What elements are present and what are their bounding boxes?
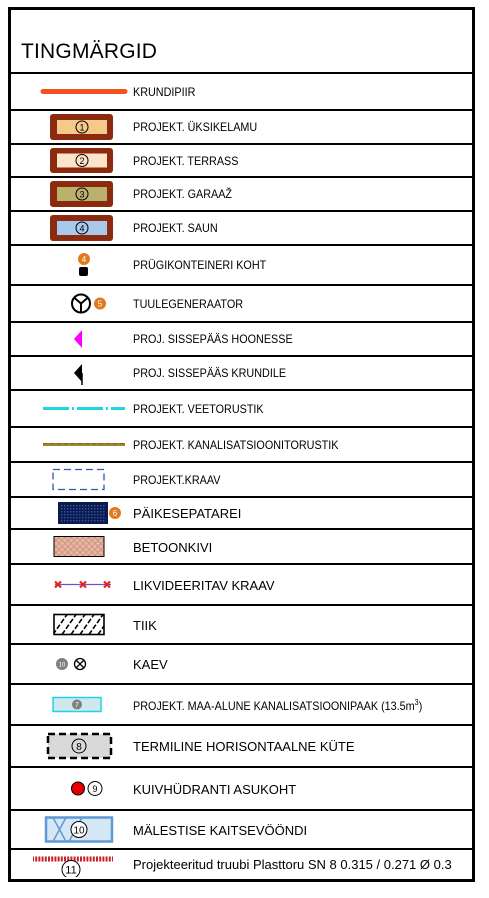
svg-text:10: 10 xyxy=(58,662,66,669)
legend-label xyxy=(133,332,293,346)
legend-label xyxy=(133,154,238,168)
legend-label-text: TUULEGENERAATOR xyxy=(133,296,244,311)
legend-label-text: PROJEKT. VEETORUSTIK xyxy=(133,401,264,416)
legend-row xyxy=(11,323,472,357)
legend-label-text: PROJEKT. SAUN xyxy=(133,221,218,235)
svg-text:8: 8 xyxy=(76,742,82,753)
dry-hydrant-icon xyxy=(33,768,137,809)
legend-symbol xyxy=(33,357,137,389)
building-3-icon xyxy=(33,178,137,210)
legend-label xyxy=(133,297,243,311)
building-number: 2 xyxy=(79,156,85,166)
removed-ditch-icon xyxy=(33,565,137,604)
building-number: 3 xyxy=(79,189,85,200)
legend-label-text: PROJ. SISSEPÄÄS KRUNDILE xyxy=(133,366,287,380)
legend-row xyxy=(11,768,472,811)
sewage-tank-icon xyxy=(33,685,137,724)
legend-table xyxy=(8,7,475,882)
legend-symbol xyxy=(33,74,137,109)
legend-label-text: KRUNDIPIIR xyxy=(133,84,196,99)
legend-symbol xyxy=(33,323,137,355)
legend-label-superscript: 3 xyxy=(414,697,419,707)
legend-label-text: TIIK xyxy=(133,617,157,633)
legend-row xyxy=(11,726,472,768)
legend-label xyxy=(133,187,232,201)
wind-turbine-icon xyxy=(33,286,137,321)
water-pipe-icon xyxy=(33,391,137,426)
legend-title-row xyxy=(11,10,472,74)
legend-label xyxy=(133,698,422,713)
legend-row xyxy=(11,145,472,178)
waste-container-icon xyxy=(33,246,137,284)
legend-label xyxy=(133,506,241,521)
legend-label-tail: ) xyxy=(418,698,423,713)
svg-text:11: 11 xyxy=(65,864,77,877)
heritage-protection-zone-icon xyxy=(33,811,137,848)
legend-row xyxy=(11,685,472,726)
building-number: 1 xyxy=(79,122,85,133)
legend-row xyxy=(11,391,472,428)
legend-symbol xyxy=(33,286,137,321)
legend-label xyxy=(133,540,212,555)
legend-label xyxy=(133,618,157,633)
legend-symbol xyxy=(33,768,137,809)
svg-text:6: 6 xyxy=(112,509,118,518)
legend-symbol xyxy=(33,428,137,461)
legend-label-text: PROJEKT.KRAAV xyxy=(133,472,221,487)
svg-text:10: 10 xyxy=(73,825,85,837)
legend-symbol xyxy=(33,685,137,724)
legend-row xyxy=(11,357,472,391)
legend-label xyxy=(133,258,266,272)
legend-symbol xyxy=(33,645,137,683)
legend-row xyxy=(11,850,472,879)
legend-row xyxy=(11,606,472,645)
legend-symbol xyxy=(33,726,137,766)
legend-label xyxy=(133,578,275,593)
legend-label-text: MÄLESTISE KAITSEVÖÖNDI xyxy=(133,822,308,838)
legend-label xyxy=(133,657,168,672)
legend-row xyxy=(11,286,472,323)
legend-label-text: BETOONKIVI xyxy=(133,539,213,555)
legend-symbol xyxy=(33,606,137,643)
legend-title: TINGMÄRGID xyxy=(21,40,158,63)
legend-label-text: KUIVHÜDRANTI ASUKOHT xyxy=(133,781,297,797)
boundary-line-icon xyxy=(33,74,137,109)
svg-text:5: 5 xyxy=(97,299,103,309)
building-2-icon xyxy=(33,145,137,176)
legend-label-text: KAEV xyxy=(133,657,168,672)
legend-label-text: PROJ. SISSEPÄÄS HOONESSE xyxy=(133,332,293,346)
legend-row xyxy=(11,428,472,463)
legend-symbol xyxy=(33,498,137,528)
building-4-icon xyxy=(33,212,137,244)
solar-panel-icon xyxy=(33,498,137,528)
building-entrance-icon xyxy=(33,323,137,355)
concrete-paving-icon xyxy=(33,530,137,563)
legend-symbol xyxy=(33,246,137,284)
legend-label-text: PROJEKT. ÜKSIKELAMU xyxy=(133,120,258,134)
legend-row xyxy=(11,212,472,246)
legend-symbol xyxy=(33,463,137,496)
plot-entrance-icon xyxy=(33,357,137,389)
legend-label-text: PROJEKT. GARAAŽ xyxy=(133,187,233,201)
legend-symbol xyxy=(33,111,137,143)
legend-label-text: LIKVIDEERITAV KRAAV xyxy=(133,577,275,593)
legend-row xyxy=(11,463,472,498)
legend-label-text: Projekteeritud truubi Plasttoru SN 8 0.315 / 0.271 Ø 0.3 xyxy=(133,856,452,872)
legend-label xyxy=(133,782,296,797)
sewer-pipe-icon xyxy=(33,428,137,461)
legend-symbol xyxy=(33,212,137,244)
legend-symbol xyxy=(33,391,137,426)
legend-label xyxy=(133,857,452,872)
legend-label-text: PROJEKT. TERRASS xyxy=(133,153,239,168)
legend-row xyxy=(11,74,472,111)
ditch-icon xyxy=(33,463,137,496)
legend-label xyxy=(133,438,338,452)
legend-label-text: PROJEKT. MAA-ALUNE KANALISATSIOONIPAAK (13.5m xyxy=(133,698,415,713)
svg-text:9: 9 xyxy=(92,784,98,794)
legend-label xyxy=(133,120,257,134)
legend-symbol xyxy=(33,565,137,604)
culvert-pipe-icon xyxy=(33,850,137,877)
legend-row xyxy=(11,530,472,565)
pond-icon xyxy=(33,606,137,643)
legend-label-text: PRÜGIKONTEINERI KOHT xyxy=(133,258,267,272)
legend-label xyxy=(133,823,307,838)
legend-label-text: PROJEKT. KANALISATSIOONITORUSTIK xyxy=(133,437,339,452)
legend-label-text: TERMILINE HORISONTAALNE KÜTE xyxy=(133,739,355,754)
legend-label xyxy=(133,473,220,487)
legend-row xyxy=(11,645,472,685)
legend-row xyxy=(11,111,472,145)
legend-label xyxy=(133,85,195,99)
svg-text:7: 7 xyxy=(75,702,79,709)
well-icon xyxy=(33,645,137,683)
legend-row xyxy=(11,498,472,530)
building-1-icon xyxy=(33,111,137,143)
legend-symbol xyxy=(33,811,137,848)
legend-symbol xyxy=(33,145,137,176)
thermal-heating-icon xyxy=(33,726,137,766)
legend-symbol xyxy=(33,530,137,563)
legend-row xyxy=(11,565,472,606)
legend-label xyxy=(133,221,218,235)
legend-label xyxy=(133,366,286,380)
legend-label xyxy=(133,739,355,754)
legend-row xyxy=(11,178,472,212)
legend-row xyxy=(11,246,472,286)
legend-symbol xyxy=(33,850,137,879)
legend-label xyxy=(133,402,264,416)
legend-label-text: PÄIKESEPATAREI xyxy=(133,506,242,521)
building-number: 4 xyxy=(79,223,85,234)
legend-row xyxy=(11,811,472,850)
legend-symbol xyxy=(33,178,137,210)
svg-text:4: 4 xyxy=(81,255,87,264)
